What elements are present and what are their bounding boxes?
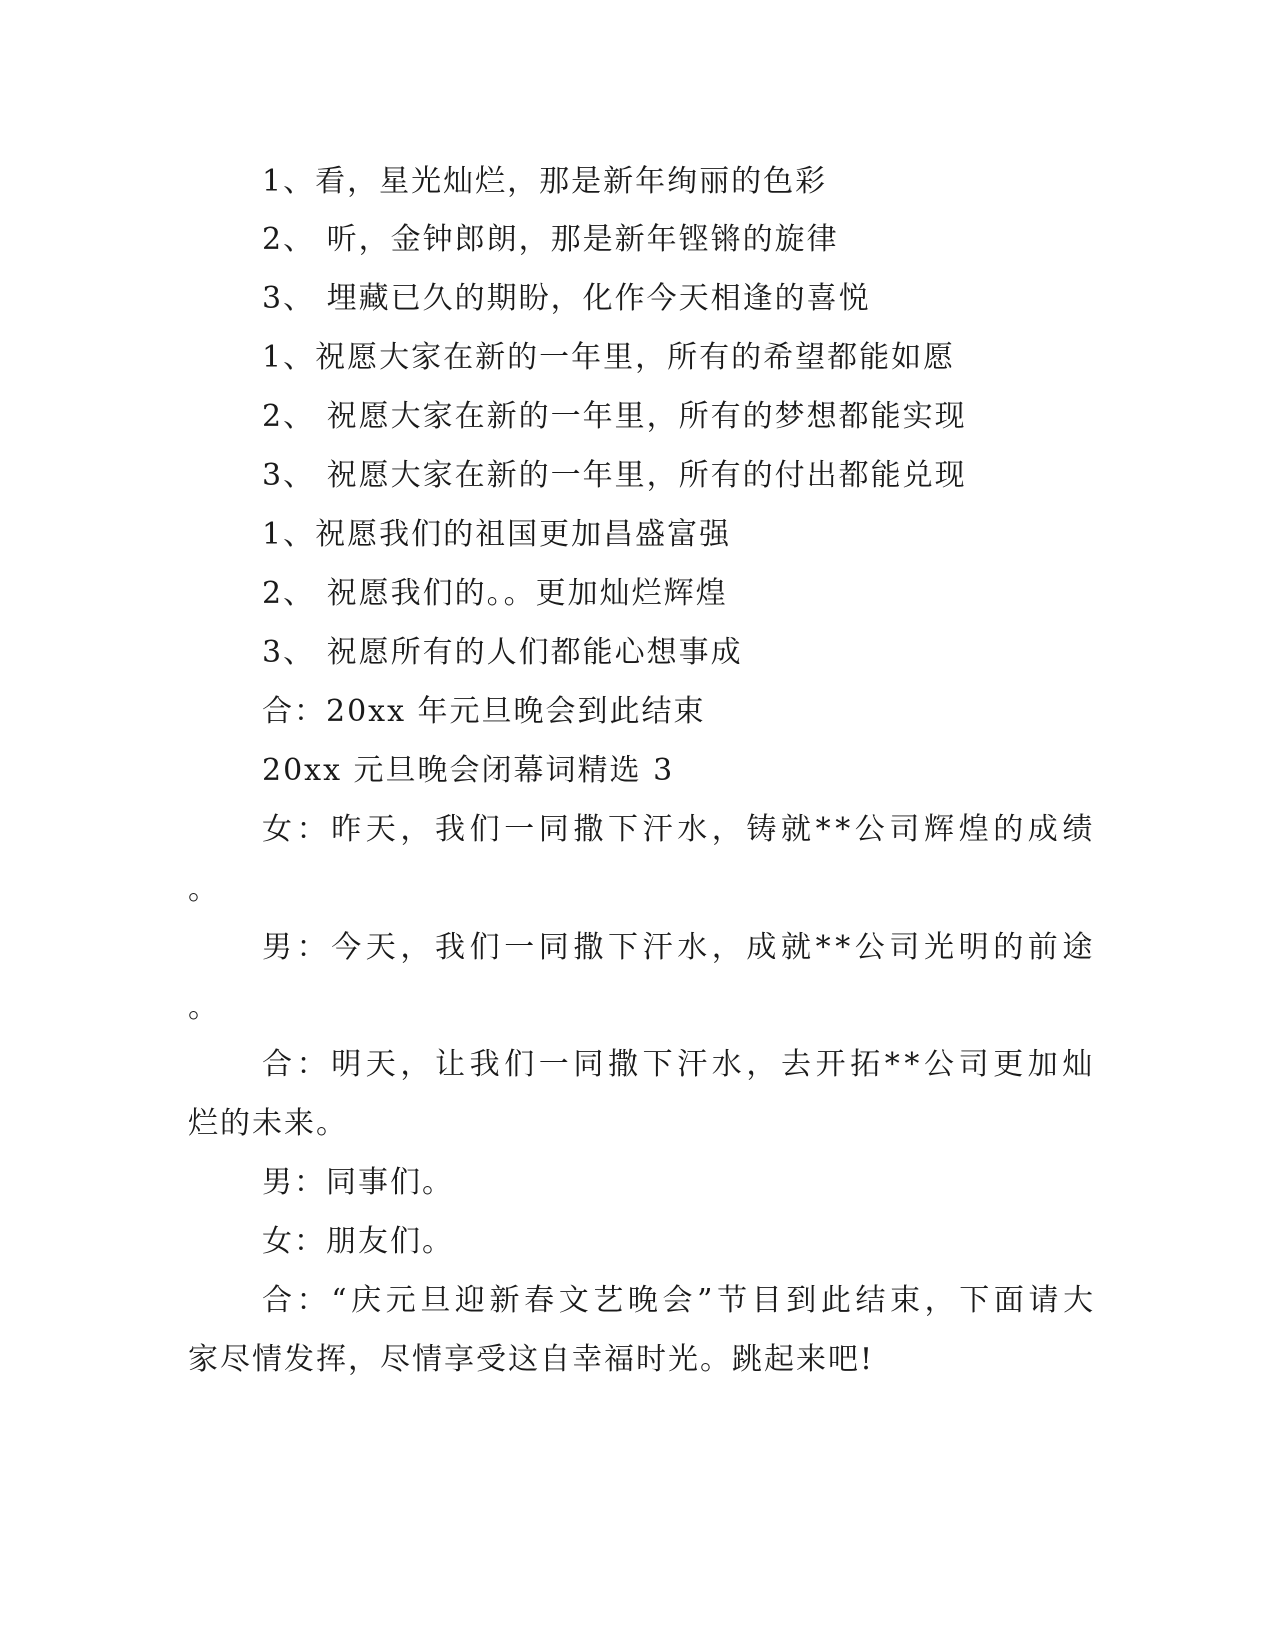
text-line: 2、 祝愿我们的。。更加灿烂辉煌	[262, 576, 728, 611]
section-heading: 20xx 元旦晚会闭幕词精选 3	[262, 753, 675, 788]
text-line: 烂的未来。	[188, 1106, 348, 1141]
text-line: 男：今天，我们一同撒下汗水，成就**公司光明的前途	[262, 930, 1097, 965]
text-line: 3、 祝愿所有的人们都能心想事成	[262, 635, 743, 670]
text-line: 3、 祝愿大家在新的一年里，所有的付出都能兑现	[262, 458, 967, 493]
text-line: 女：昨天，我们一同撒下汗水，铸就**公司辉煌的成绩	[262, 812, 1097, 847]
text-line: 1、祝愿我们的祖国更加昌盛富强	[262, 517, 732, 552]
text-line: 。	[188, 872, 220, 907]
text-line: 合：20xx 年元旦晚会到此结束	[262, 694, 706, 729]
text-line: 1、看，星光灿烂，那是新年绚丽的色彩	[262, 164, 828, 199]
text-line: 女：朋友们。	[262, 1224, 454, 1259]
text-line: 3、 埋藏已久的期盼，化作今天相逢的喜悦	[262, 281, 871, 316]
text-line: 男：同事们。	[262, 1165, 454, 1200]
text-line: 家尽情发挥，尽情享受这自幸福时光。跳起来吧!	[188, 1342, 875, 1377]
text-line: 合：明天，让我们一同撒下汗水，去开拓**公司更加灿	[262, 1047, 1097, 1082]
text-line: 。	[188, 990, 220, 1025]
text-line: 1、祝愿大家在新的一年里，所有的希望都能如愿	[262, 340, 956, 375]
text-line: 2、 祝愿大家在新的一年里，所有的梦想都能实现	[262, 399, 967, 434]
text-line: 2、 听，金钟郎朗，那是新年铿锵的旋律	[262, 222, 839, 257]
text-line: 合：“庆元旦迎新春文艺晚会”节目到此结束，下面请大	[262, 1283, 1098, 1318]
